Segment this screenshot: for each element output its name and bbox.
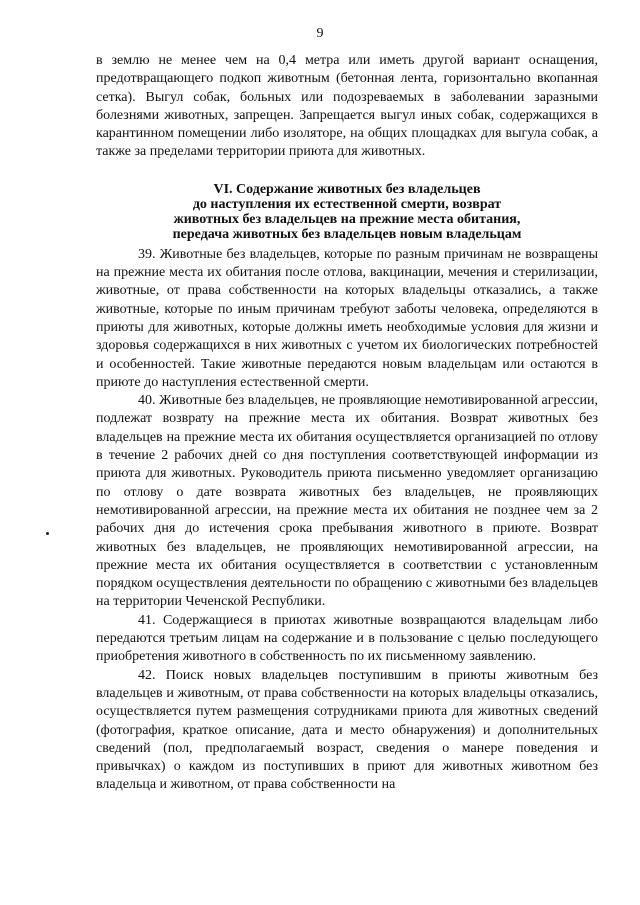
paragraph-39: 39. Животные без владельцев, которые по разным причинам не возвращены на прежние места их обитания после отлова, вакцинации, мечения и стерилизации, животные, от права собственности на которых владельцы отказались, а также животные, которые по иным причинам требуют заботы человека, определяются в приюты для животных, которые должны иметь необходимые условия для жизни и здоровья содержащихся в них животных с учетом их биологических потребностей и особенностей. Такие животные передаются новым владельцам или остаются в приюте до наступления естественной смерти. <box>96 246 598 390</box>
document-body <box>96 52 598 795</box>
paragraph-41: 41. Содержащиеся в приютах животные возвращаются владельцам либо передаются третьим лицам на содержание и в пользование с целью последующего приобретения животного в собственность по их письменному заявлению. <box>96 612 598 665</box>
paragraph-42: 42. Поиск новых владельцев поступившим в приюты животным без владельцев и животным, от права собственности на которых владельцы отказались, осуществляется путем размещения сотрудниками приюта для животных сведений (фотография, краткое описание, дата и место обнаружения) и дополнительных сведений (пол, предполагаемый возраст, сведения о манере поведения и привычках) о каждом из поступивших в приют для животных животном без владельца и животном, от права собственности на <box>96 667 598 793</box>
intro-paragraph: в землю не менее чем на 0,4 метра или иметь другой вариант оснащения, предотвращающего подкоп животным (бетонная лента, горизонтально вкопанная сетка). Выгул собак, больных или подозреваемых в заболевании заразными болезнями животных, запрещен. Запрещается выгул иных собак, содержащихся в карантинном помещении либо изоляторе, на общих площадках для выгула собак, а также за пределами территории приюта для животных. <box>96 53 598 160</box>
section-heading <box>96 182 598 242</box>
section-heading-line-1: VI. Содержание животных без владельцев <box>213 181 481 197</box>
section-heading-line-2: до наступления их естественной смерти, возврат <box>192 196 502 212</box>
paragraph-40: 40. Животные без владельцев, не проявляющие немотивированной агрессии, подлежат возврату на прежние места их обитания. Возврат животных без владельцев на прежние места их обитания осуществляется организацией по отлову в течение 2 рабочих дней со дня поступления соответствующей информации из приюта для животных. Руководитель приюта письменно уведомляет организацию по отлову о дате возврата животных без владельцев, не проявляющих немотивированной агрессии, на прежние места их обитания не позднее чем за 2 рабочих дня до истечения срока пребывания животного в приюте. Возврат животных без владельцев, не проявляющих немотивированной агрессии, на прежние места их обитания осуществляется в соответствии с установленным порядком осуществления деятельности по обращению с животными без владельцев на территории Чеченской Республики. <box>96 393 598 610</box>
section-heading-line-3: животных без владельцев на прежние места обитания, <box>173 211 521 227</box>
page-number: 9 <box>316 26 324 41</box>
section-heading-line-4: передача животных без владельцев новым владельцам <box>172 226 522 242</box>
scan-speck <box>46 532 49 535</box>
